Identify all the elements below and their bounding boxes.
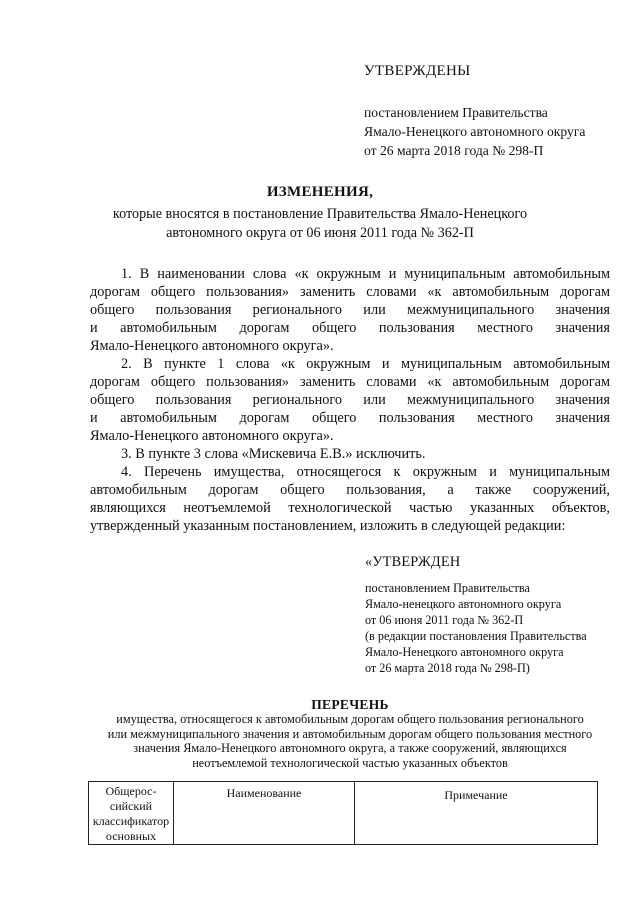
- paragraph-line: 4. Перечень имущества, относящегося к окружным и муниципальным: [121, 464, 610, 480]
- paragraph-2: [90, 355, 610, 445]
- header-cell-note: Примечание: [355, 782, 598, 845]
- list-sub-line: неотъемлемой технологической частью указанных объектов: [192, 755, 508, 770]
- paragraph-4: [90, 463, 610, 535]
- header-line: основных: [105, 829, 157, 843]
- paragraph-line: утвержденный указанным постановлением, изложить в следующей редакции:: [90, 518, 566, 534]
- paragraph-line: и автомобильным дорогам общего пользования местного значения: [90, 320, 610, 336]
- header-cell-classifier: [89, 782, 174, 845]
- paragraph-line: Ямало-Ненецкого автономного округа».: [90, 428, 334, 444]
- list-heading: ПЕРЕЧЕНЬ: [311, 697, 389, 712]
- approval-block: [364, 103, 624, 160]
- document-heading: ИЗМЕНЕНИЯ,: [266, 184, 374, 200]
- paragraph-line: являющихся неотъемлемой технологической частью указанных объектов,: [90, 500, 610, 516]
- list-sub-line: или межмуниципального значения и автомобильным дорогам общего пользования местного: [107, 726, 593, 741]
- paragraph-line: автомобильным дорогам общего пользования, а также сооружений,: [90, 482, 610, 498]
- subheading-line: которые вносятся в постановление Правительства Ямало-Ненецкого: [112, 206, 528, 222]
- quote-line: от 06 июня 2011 года № 362-П: [365, 613, 524, 627]
- approval-line: от 26 марта 2018 года № 298-П: [364, 143, 544, 158]
- paragraph-line: 3. В пункте 3 слова «Мискевича Е.В.» исключить.: [121, 446, 426, 462]
- quote-line: Ямало-Ненецкого автономного округа: [365, 645, 564, 659]
- property-table: [88, 781, 598, 845]
- quote-title: «УТВЕРЖДЕН: [365, 554, 461, 570]
- paragraph-line: Ямало-Ненецкого автономного округа».: [90, 338, 334, 354]
- approval-title: УТВЕРЖДЕНЫ: [364, 63, 471, 79]
- quote-block: [365, 580, 625, 676]
- paragraph-line: дорогам общего пользования» заменить словами «к автомобильным дорогам: [90, 374, 610, 390]
- table-header-row: [89, 782, 598, 845]
- paragraph-line: общего пользования регионального или межмуниципального значения: [90, 392, 610, 408]
- quote-line: от 26 марта 2018 года № 298-П): [365, 661, 530, 675]
- paragraph-line: дорогам общего пользования» заменить словами «к автомобильным дорогам: [90, 284, 610, 300]
- document-body: [90, 265, 610, 535]
- quote-line: (в редакции постановления Правительства: [365, 629, 587, 643]
- paragraph-line: 2. В пункте 1 слова «к окружным и муниципальным автомобильным: [121, 356, 610, 372]
- list-sub-line: значения Ямало-Ненецкого автономного округа, а также сооружений, являющихся: [133, 741, 567, 755]
- paragraph-line: 1. В наименовании слова «к окружным и муниципальным автомобильным: [121, 266, 610, 282]
- paragraph-1: [90, 265, 610, 355]
- quote-line: Ямало-ненецкого автономного округа: [365, 597, 562, 611]
- approval-line: Ямало-Ненецкого автономного округа: [364, 124, 586, 139]
- paragraph-line: общего пользования регионального или межмуниципального значения: [90, 302, 610, 318]
- subheading-line: автономного округа от 06 июня 2011 года № 362-П: [166, 225, 474, 241]
- document-subheading: [60, 205, 580, 243]
- header-cell-name: Наименование: [174, 782, 355, 845]
- approval-line: постановлением Правительства: [364, 105, 548, 120]
- header-line: классификатор: [92, 814, 170, 828]
- quote-line: постановлением Правительства: [365, 581, 530, 595]
- paragraph-3: [90, 445, 610, 463]
- paragraph-line: и автомобильным дорогам общего пользования местного значения: [90, 410, 610, 426]
- header-line: сийский: [109, 799, 153, 813]
- list-sub-line: имущества, относящегося к автомобильным дорогам общего пользования регионального: [116, 712, 584, 726]
- list-subheading: [90, 712, 610, 770]
- header-line: Общерос-: [105, 784, 157, 798]
